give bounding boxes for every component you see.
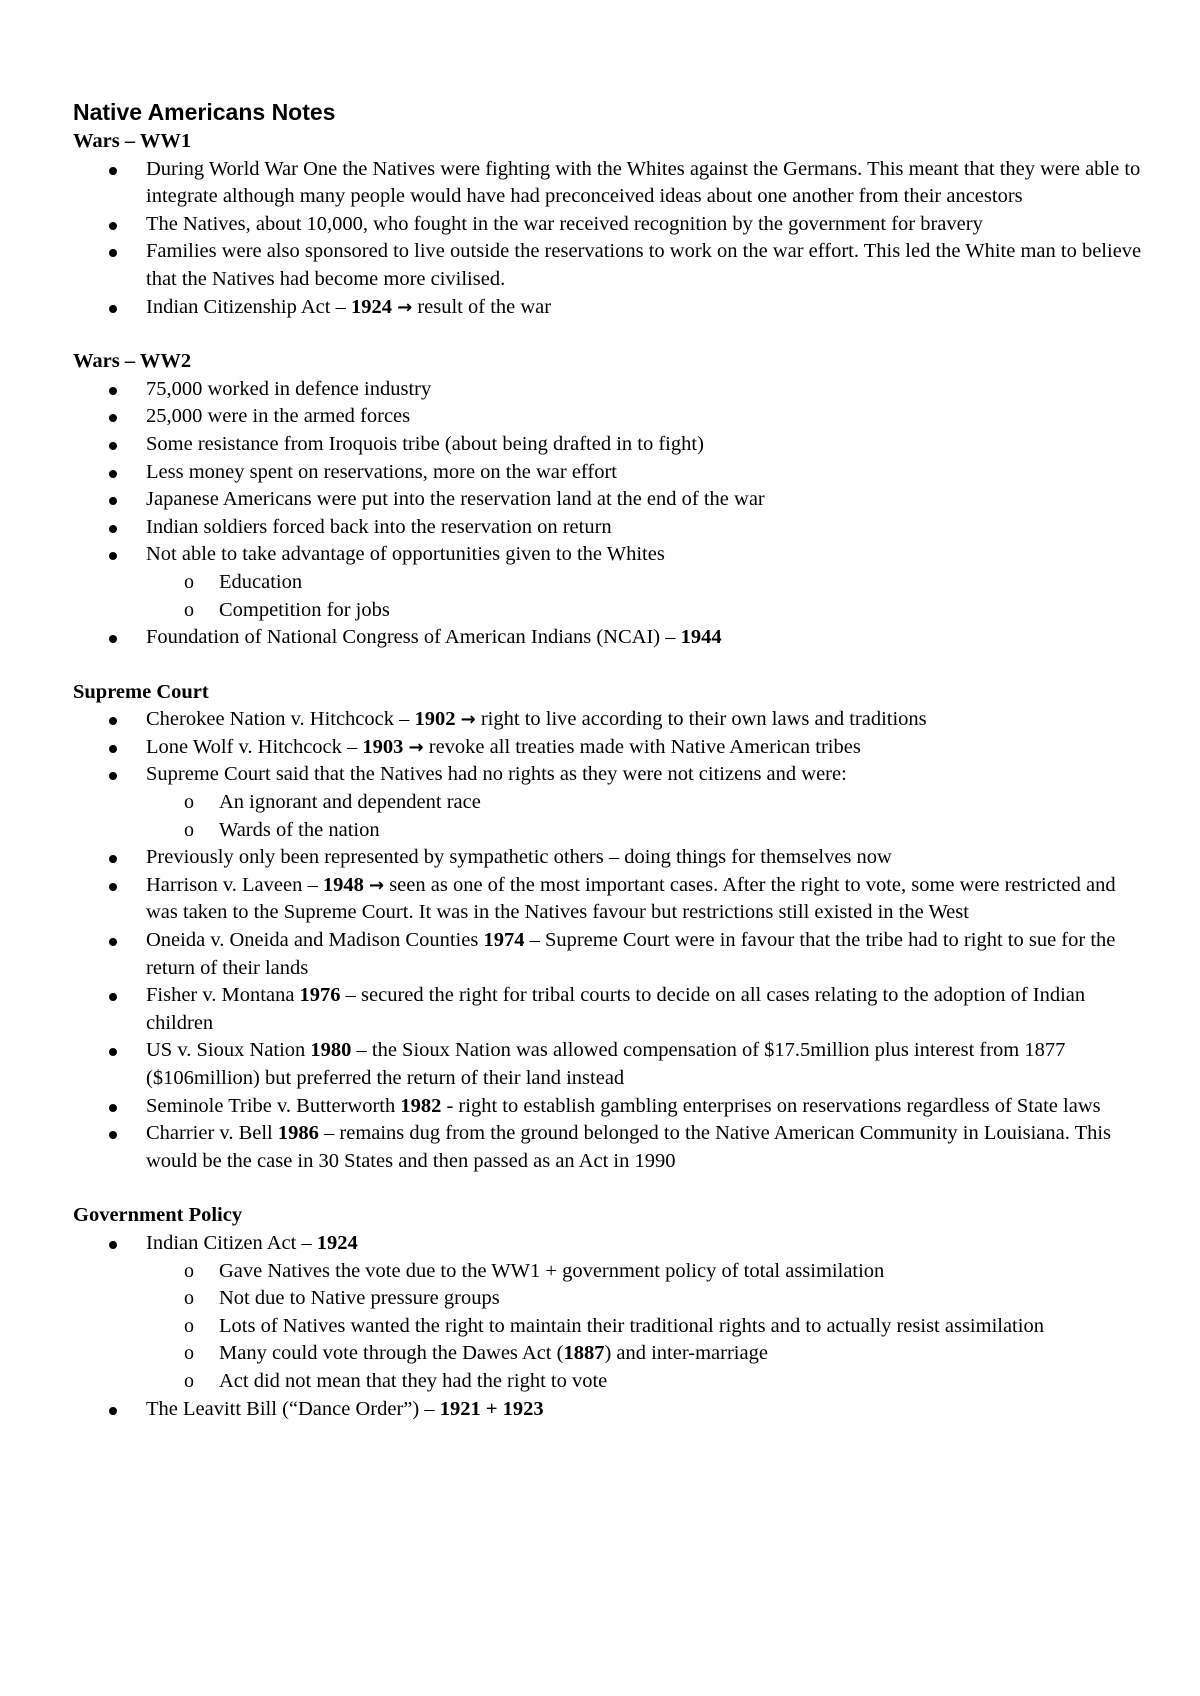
text-run: Some resistance from Iroquois tribe (about being drafted in to fight) — [146, 432, 704, 455]
sub-bullet-list — [146, 789, 1143, 844]
text-run: – secured the right for tribal courts to decide on all cases relating to the adoption of Indian children — [146, 984, 1086, 1034]
text-run: During World War One the Natives were fighting with the Whites against the Germans. This meant that they were able to integrate although many people would have had preconceived ideas about one another from their ancestors — [146, 157, 1141, 208]
text-run: Gave Natives the vote due to the WW1 + government policy of total assimilation — [219, 1259, 885, 1282]
bullet-icon — [109, 717, 117, 725]
bullet-icon — [109, 855, 117, 863]
list-item — [73, 734, 1143, 762]
list-item — [73, 982, 1143, 1037]
sub-bullet-icon: o — [184, 1342, 194, 1365]
bullet-icon — [109, 525, 117, 533]
bullet-icon — [109, 470, 117, 478]
sub-bullet-icon: o — [184, 1369, 194, 1392]
text-run: right to live according to their own laws and traditions — [475, 708, 927, 731]
list-item — [73, 844, 1143, 872]
sub-list-item — [146, 789, 1143, 817]
list-item — [73, 541, 1143, 624]
text-run: Cherokee Nation v. Hitchcock – — [146, 708, 415, 731]
sub-bullet-list — [146, 569, 1143, 624]
document-title: Native Americans Notes — [73, 99, 336, 125]
section-heading: Government Policy — [73, 1204, 243, 1227]
list-item — [73, 431, 1143, 459]
arrow-icon: → — [408, 736, 424, 758]
text-run: Competition for jobs — [219, 598, 390, 621]
text-run: Indian Citizen Act – — [146, 1231, 317, 1254]
list-item — [73, 872, 1143, 927]
text-run: US v. Sioux Nation — [146, 1039, 311, 1062]
bullet-icon — [109, 993, 117, 1001]
bold-text: 1902 — [414, 708, 456, 731]
text-run: Japanese Americans were put into the reservation land at the end of the war — [146, 488, 765, 511]
text-run: Lone Wolf v. Hitchcock – — [146, 735, 363, 758]
bold-text: 1903 — [362, 735, 404, 758]
bold-text: 1974 — [483, 929, 525, 952]
arrow-icon: → — [460, 709, 476, 731]
list-item — [73, 459, 1143, 487]
list-item — [73, 1037, 1143, 1092]
bullet-icon — [109, 442, 117, 450]
text-run: Oneida v. Oneida and Madison Counties — [146, 929, 484, 952]
bold-text: 1887 — [563, 1342, 605, 1365]
list-item — [73, 156, 1143, 211]
text-run: Seminole Tribe v. Butterworth — [146, 1094, 401, 1117]
text-run: Lots of Natives wanted the right to maintain their traditional rights and to actually resist assimilation — [219, 1314, 1044, 1337]
bullet-icon — [109, 1241, 117, 1249]
text-run: – Supreme Court were in favour that the tribe had to right to sue for the return of their lands — [146, 929, 1116, 979]
list-item — [73, 486, 1143, 514]
list-item — [73, 238, 1143, 293]
text-run: 25,000 were in the armed forces — [146, 405, 411, 428]
section-heading: Wars – WW2 — [73, 350, 192, 373]
text-run: Less money spent on reservations, more on the war effort — [146, 460, 617, 483]
arrow-icon: → — [368, 874, 385, 896]
text-run: Harrison v. Laveen – — [146, 873, 323, 896]
text-run: seen as one of the most important cases. After the right to vote, some were restricted and was taken to the Supreme Court. It was in the Natives favour but restrictions still existed in the West — [146, 873, 1116, 924]
sub-bullet-icon: o — [184, 818, 194, 841]
sub-bullet-icon: o — [184, 1314, 194, 1337]
text-run: The Leavitt Bill (“Dance Order”) – — [146, 1397, 440, 1420]
list-item — [73, 514, 1143, 542]
sub-bullet-icon: o — [184, 1287, 194, 1310]
text-run: Supreme Court said that the Natives had no rights as they were not citizens and were: — [146, 763, 847, 786]
bullet-icon — [109, 552, 117, 560]
list-item — [73, 294, 1143, 322]
section-wars-ww2 — [73, 348, 1143, 652]
bullet-icon — [109, 883, 117, 891]
text-run: Not due to Native pressure groups — [219, 1287, 500, 1310]
sub-list-item — [146, 1313, 1143, 1341]
text-run: The Natives, about 10,000, who fought in the war received recognition by the government for bravery — [146, 212, 983, 235]
bullet-icon — [109, 1407, 117, 1415]
sub-bullet-icon: o — [184, 598, 194, 621]
list-item — [73, 1120, 1143, 1175]
sub-list-item — [146, 569, 1143, 597]
bullet-icon — [109, 1131, 117, 1139]
bullet-icon — [109, 1104, 117, 1112]
arrow-icon: → — [397, 296, 413, 318]
bold-text: 1982 — [400, 1094, 442, 1117]
section-heading: Wars – WW1 — [73, 130, 192, 152]
bullet-list — [73, 156, 1143, 322]
document-body — [73, 96, 1143, 1450]
text-run: Wards of the nation — [219, 818, 380, 841]
text-run: Education — [219, 570, 303, 593]
text-run: – remains dug from the ground belonged to the Native American Community in Louisiana. This would be the case in 30 States and then passed as an Act in 1990 — [146, 1122, 1112, 1172]
bullet-icon — [109, 387, 117, 395]
text-run: – the Sioux Nation was allowed compensation of $17.5million plus interest from 1877 ($106million) but preferred the return of their land instead — [146, 1039, 1066, 1089]
sub-list-item — [146, 1258, 1143, 1286]
bullet-list — [73, 376, 1143, 652]
sub-list-item — [146, 817, 1143, 845]
list-item — [73, 376, 1143, 404]
text-run: An ignorant and dependent race — [219, 791, 481, 814]
section-heading: Supreme Court — [73, 680, 209, 703]
section-supreme-court — [73, 679, 1143, 1176]
text-run: ) and inter-marriage — [604, 1342, 768, 1365]
bullet-list — [73, 1230, 1143, 1423]
bullet-icon — [109, 167, 117, 175]
sub-bullet-icon: o — [184, 1259, 194, 1282]
sub-bullet-icon: o — [184, 791, 194, 814]
sub-list-item — [146, 1340, 1143, 1368]
bold-text: 1921 + 1923 — [439, 1397, 544, 1420]
list-item — [73, 927, 1143, 982]
bullet-icon — [109, 414, 117, 422]
bullet-icon — [109, 635, 117, 643]
text-run: Many could vote through the Dawes Act ( — [219, 1342, 564, 1365]
bullet-icon — [109, 497, 117, 505]
text-run: Families were also sponsored to live outside the reservations to work on the war effort. This led the White man to believe that the Natives had become more civilised. — [146, 240, 1142, 290]
section-wars-ww1 — [73, 128, 1143, 321]
bullet-icon — [109, 249, 117, 257]
list-item — [73, 706, 1143, 734]
bullet-icon — [109, 772, 117, 780]
list-item — [73, 1093, 1143, 1121]
text-run: Indian Citizenship Act – — [146, 295, 351, 318]
list-item — [73, 1230, 1143, 1396]
bullet-icon — [109, 305, 117, 313]
text-run: Not able to take advantage of opportunities given to the Whites — [146, 543, 665, 566]
text-run: - right to establish gambling enterprises on reservations regardless of State laws — [441, 1094, 1101, 1117]
list-item — [73, 403, 1143, 431]
sub-bullet-list — [146, 1258, 1143, 1396]
text-run: 75,000 worked in defence industry — [146, 377, 432, 400]
sub-list-item — [146, 1368, 1143, 1396]
sections-container — [73, 128, 1143, 1423]
bold-text: 1944 — [680, 626, 722, 649]
sub-bullet-icon: o — [184, 570, 194, 593]
bold-text: 1980 — [310, 1039, 352, 1062]
bold-text: 1986 — [277, 1122, 319, 1145]
sub-list-item — [146, 1285, 1143, 1313]
list-item — [73, 1396, 1143, 1424]
bullet-icon — [109, 1048, 117, 1056]
text-run: Fisher v. Montana — [146, 984, 300, 1007]
bullet-icon — [109, 222, 117, 230]
text-run: Indian soldiers forced back into the reservation on return — [146, 515, 612, 538]
bold-text: 1924 — [316, 1231, 358, 1254]
bullet-list — [73, 706, 1143, 1175]
list-item — [73, 624, 1143, 652]
text-run: revoke all treaties made with Native American tribes — [423, 735, 861, 758]
text-run: Foundation of National Congress of American Indians (NCAI) – — [146, 626, 681, 649]
sub-list-item — [146, 597, 1143, 625]
list-item — [73, 211, 1143, 239]
bold-text: 1948 — [322, 873, 364, 896]
list-item — [73, 761, 1143, 844]
bullet-icon — [109, 938, 117, 946]
text-run: result of the war — [412, 295, 552, 318]
section-government-policy — [73, 1202, 1143, 1423]
bold-text: 1976 — [299, 984, 341, 1007]
text-run: Previously only been represented by sympathetic others – doing things for themselves now — [146, 846, 892, 869]
text-run: Charrier v. Bell — [146, 1122, 278, 1145]
text-run: Act did not mean that they had the right to vote — [219, 1369, 608, 1392]
bold-text: 1924 — [350, 295, 392, 318]
bullet-icon — [109, 745, 117, 753]
